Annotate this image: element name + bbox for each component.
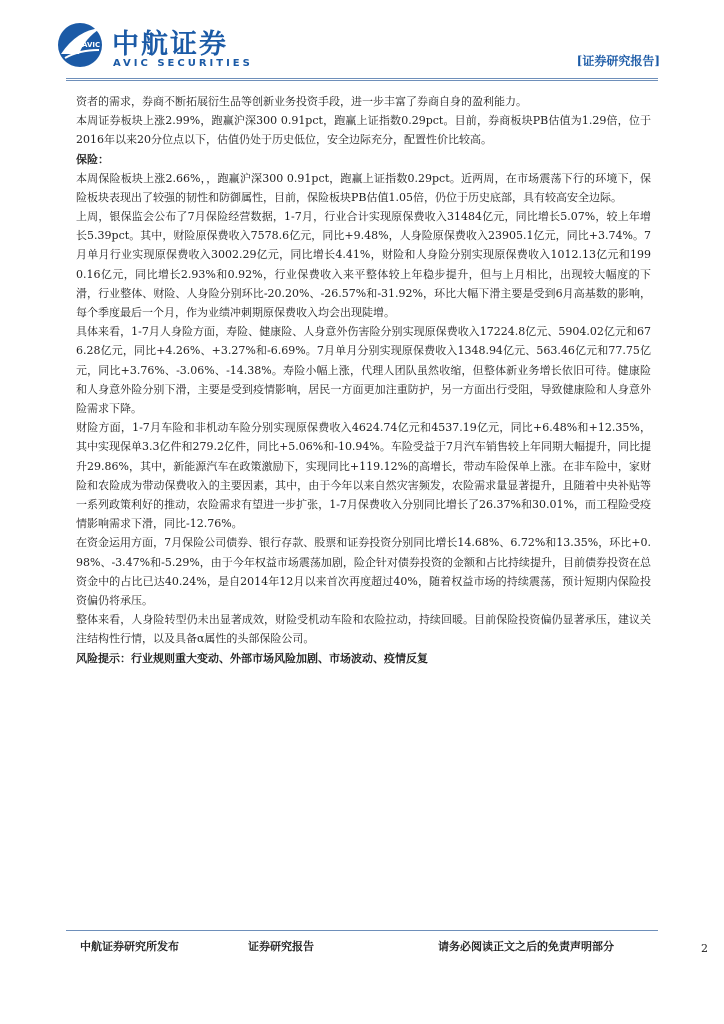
report-type-tag: [证券研究报告] — [576, 54, 660, 68]
avic-logo-icon — [55, 20, 105, 70]
footer-disclaimer: 请务必阅读正文之后的免责声明部分 — [438, 940, 614, 953]
header-divider-secondary — [66, 80, 658, 81]
footer-divider — [66, 930, 658, 931]
page-header — [0, 0, 724, 90]
paragraph-fund-allocation: 在资金运用方面，7月保险公司债券、银行存款、股票和证券投资分别同比增长14.68%、6.72%和13.35%，环比+0.98%、-3.47%和-5.29%，由于今年权益市场震荡加剧，险企针对债券投资的金额和占比持续提升，目前债券投资在总资金中的占比已达40.24%，是自2014年12月以来首次再度超过40%，随着权益市场的持续震荡，预计短期内保险投资偏仍将承压。 — [76, 536, 651, 608]
header-divider — [66, 78, 658, 79]
brand-name-cn: 中航证券 — [112, 29, 228, 60]
page-number: 2 — [701, 942, 708, 955]
report-body — [76, 92, 651, 668]
section-heading-insurance: 保险： — [76, 152, 109, 166]
footer-doc-type: 证券研究报告 — [248, 940, 314, 953]
paragraph-securities-weekly: 本周证券板块上涨2.99%，跑赢沪深300 0.91pct，跑赢上证指数0.29pct。目前，券商板块PB估值为1.29倍，位于2016年以来20分位点以下，估值仍处于历史低位，安全边际充分，配置性价比较高。 — [76, 114, 651, 147]
paragraph-broker-continuation: 资者的需求，券商不断拓展衍生品等创新业务投资手段，进一步丰富了券商自身的盈利能力。 — [76, 95, 527, 108]
paragraph-insurance-weekly: 本周保险板块上涨2.66%，，跑赢沪深300 0.91pct，跑赢上证指数0.29pct。近两周，在市场震荡下行的环境下，保险板块表现出了较强的韧性和防御属性，目前，保险板块PB估值1.05倍，仍位于历史底部，具有较高安全边际。 — [76, 171, 651, 204]
paragraph-risk-warning: 风险提示：行业规则重大变动、外部市场风险加剧、市场波动、疫情反复 — [76, 651, 428, 665]
svg-text:AVIC: AVIC — [82, 41, 101, 49]
paragraph-property-insurance: 财险方面，1-7月车险和非机动车险分别实现原保费收入4624.74亿元和4537.19亿元，同比+6.48%和+12.35%，其中实现保单3.3亿件和279.2亿件，同比+5.06%和-10.94%。车险受益于7月汽车销售较上年同期大幅提升，同比提升29.86%，其中，新能源汽车在政策激励下，实现同比+119.12%的高增长，带动车险保单上涨。在非车险中，家财险和农险成为带动保费收入的主要因素，其中，由于今年以来自然灾害频发，农险需求量显著提升，且随着中央补贴等一系列政策利好的推动，农险需求有望进一步扩张，1-7月保费收入分别同比增长了26.37%和30.01%，而工程险受疫情影响需求下滑，同比-12.76%。 — [76, 421, 651, 531]
brand-name-en: AVIC SECURITIES — [113, 58, 253, 69]
paragraph-summary: 整体来看，人身险转型仍未出显著成效，财险受机动车险和农险拉动，持续回暖。目前保险投资偏仍显著承压，建议关注结构性行情，以及具备α属性的头部保险公司。 — [76, 613, 651, 646]
paragraph-premium-data: 上周，银保监会公布了7月保险经营数据，1-7月，行业合计实现原保费收入31484亿元，同比增长5.07%，较上年增长5.39pct。其中，财险原保费收入7578.6亿元，同比+9.48%，人身险原保费收入23905.1亿元，同比+3.74%。7月单月行业实现原保费收入3002.29亿元，同比增长4.41%，财险和人身险分别实现原保费收入1012.13亿元和1990.16亿元，同比增长2.93%和0.92%，行业保费收入来平整体较上年稳步提升，但与上月相比，出现较大幅度的下滑，行业整体、财险、人身险分别环比-20.20%、-26.57%和-31.92%，环比大幅下滑主要是受到6月高基数的影响，每个季度最后一个月，作为业绩冲刺期原保费收入均会出现陡增。 — [76, 210, 651, 320]
paragraph-life-insurance: 具体来看，1-7月人身险方面，寿险、健康险、人身意外伤害险分别实现原保费收入17224.8亿元、5904.02亿元和676.28亿元，同比+4.26%、+3.27%和-6.69%。7月单月分别实现原保费收入1348.94亿元、563.46亿元和77.75亿元，同比+3.76%、-3.06%、-14.38%。寿险小幅上涨，代理人团队虽然收缩，但整体新业务增长依旧可待。健康险和人身意外险分别下滑，主要是受到疫情影响，居民一方面更加注重防护，另一方面出行受阻，导致健康险和人身意外险需求下降。 — [76, 325, 651, 416]
footer-publisher: 中航证券研究所发布 — [80, 940, 179, 953]
